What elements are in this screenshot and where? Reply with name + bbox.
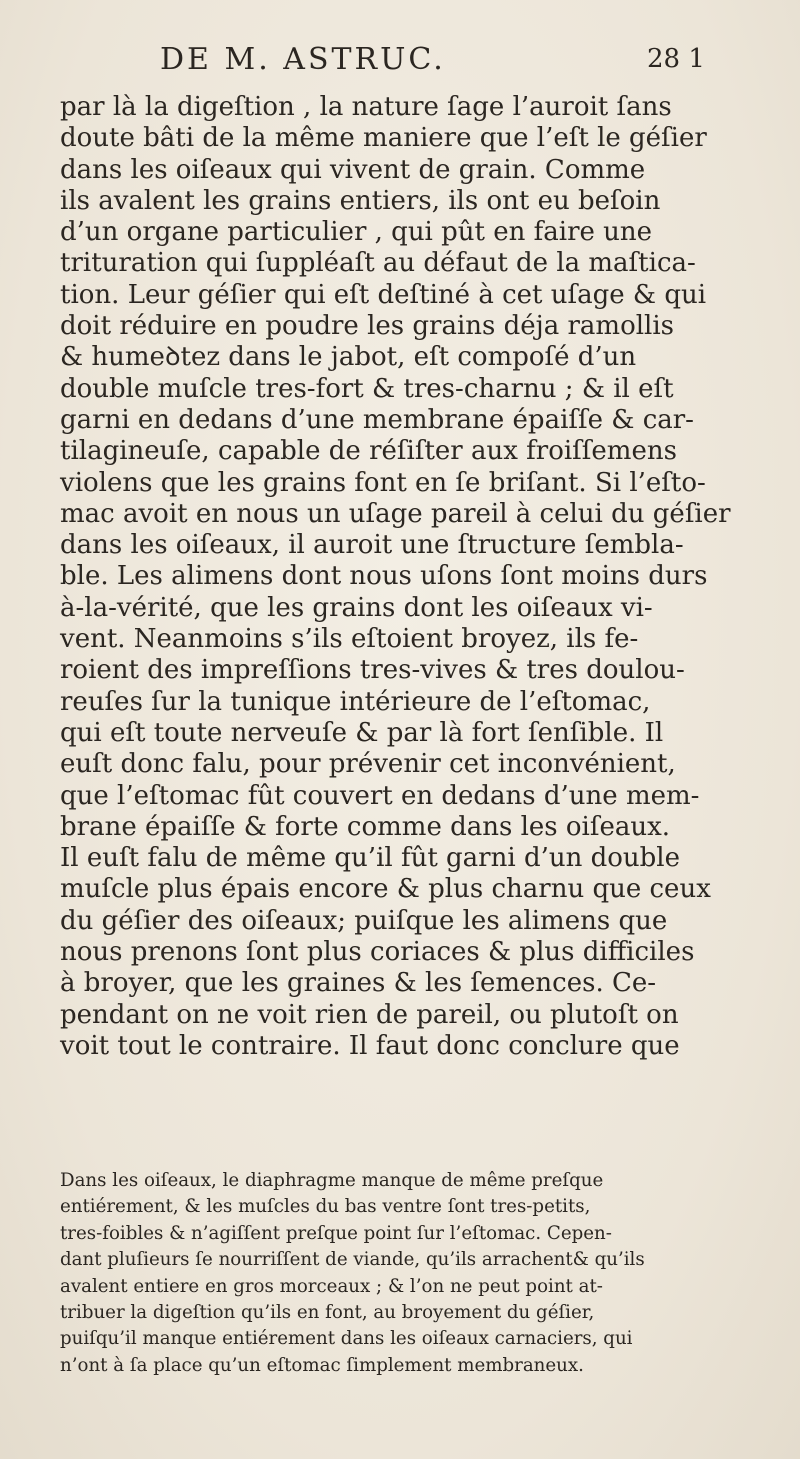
text-line: nous prenons ſont plus coriaces & plus difficiles (60, 937, 695, 968)
note-line: puiſqu’il manque entiérement dans les oiſeaux carnaciers, qui (60, 1328, 633, 1350)
text-line: que l’eſtomac fût couvert en dedans d’une mem- (60, 780, 700, 811)
text-line: ble. Les alimens dont nous uſons ſont moins durs (60, 561, 708, 592)
note-line: n’ont à ſa place qu’un eſtomac ſimplement membraneux. (60, 1354, 584, 1376)
text-line: dans les oiſeaux qui vivent de grain. Comme (60, 154, 646, 185)
text-line: ils avalent les grains entiers, ils ont eu beſoin (60, 185, 661, 216)
text-line: doit réduire en poudre les grains déja ramollis (60, 311, 675, 342)
main-text (60, 92, 760, 1062)
text-line: trituration qui ſuppléaſt au défaut de la maſtica- (60, 248, 696, 279)
text-line: euſt donc falu, pour prévenir cet inconvénient, (60, 749, 676, 780)
note-line: entiérement, & les muſcles du bas ventre ſont tres-petits, (60, 1196, 591, 1218)
text-line: tilagineuſe, capable de réſiſter aux froiſſemens (60, 436, 677, 467)
text-line: reuſes ſur la tunique intérieure de l’eſtomac, (60, 686, 651, 717)
text-line: tion. Leur géſier qui eſt deſtiné à cet uſage & qui (60, 279, 707, 310)
text-line: voit tout le contraire. Il faut donc conclure que (60, 1030, 680, 1061)
text-line: du géſier des oiſeaux; puiſque les alimens que (60, 905, 668, 936)
text-line: par là la digeſtion , la nature ſage l’auroit ſans (60, 92, 672, 122)
text-line: mac avoit en nous un uſage pareil à celui du géſier (60, 498, 731, 529)
text-line: d’un organe particulier , qui pût en faire une (60, 217, 653, 248)
text-line: à-la-vérité, que les grains dont les oiſeaux vi- (60, 592, 653, 623)
text-line: à broyer, que les graines & les ſemences. Ce- (60, 968, 657, 999)
text-line: vent. Neanmoins s’ils eſtoient broyez, ils fe- (60, 624, 639, 655)
text-line: brane épaiſſe & forte comme dans les oiſeaux. (60, 811, 671, 842)
text-line: garni en dedans d’une membrane épaiſſe & car- (60, 404, 694, 435)
text-line: doute bâti de la même maniere que l’eſt le géſier (60, 123, 707, 154)
text-line: dans les oiſeaux, il auroit une ſtructure ſembla- (60, 530, 684, 561)
text-line: pendant on ne voit rien de pareil, ou plutoſt on (60, 999, 679, 1030)
note-line: tribuer la digeſtion qu’ils en font, au broyement du géſier, (60, 1301, 595, 1323)
text-line: Il euſt falu de même qu’il fût garni d’un double (60, 843, 680, 874)
text-line: roient des impreſſions tres-vives & tres doulou- (60, 655, 685, 686)
text-line: muſcle plus épais encore & plus charnu que ceux (60, 874, 711, 905)
note-line: tres-foibles & n’agiſſent preſque point ſur l’eſtomac. Cepen- (60, 1222, 612, 1244)
page-number: 28 1 (647, 44, 705, 74)
running-title: DE M. ASTRUC. (160, 42, 446, 77)
text-line: violens que les grains font en ſe briſant. Si l’eſto- (60, 467, 706, 498)
page-header (0, 42, 800, 82)
text-line: & humeꝺtez dans le jabot, eſt compoſé d’un (60, 342, 637, 373)
text-line: double muſcle tres-fort & tres-charnu ; & il eſt (60, 373, 674, 404)
text-line: qui eſt toute nerveuſe & par là fort ſenſible. Il (60, 717, 664, 748)
note-line: avalent entiere en gros morceaux ; & l’on ne peut point at- (60, 1275, 603, 1297)
note-line: dant pluſieurs ſe nourriſſent de viande, qu’ils arrachent& qu’ils (60, 1249, 645, 1271)
footnote-text (60, 1168, 760, 1379)
note-line: Dans les oiſeaux, le diaphragme manque de même preſque (60, 1170, 604, 1191)
